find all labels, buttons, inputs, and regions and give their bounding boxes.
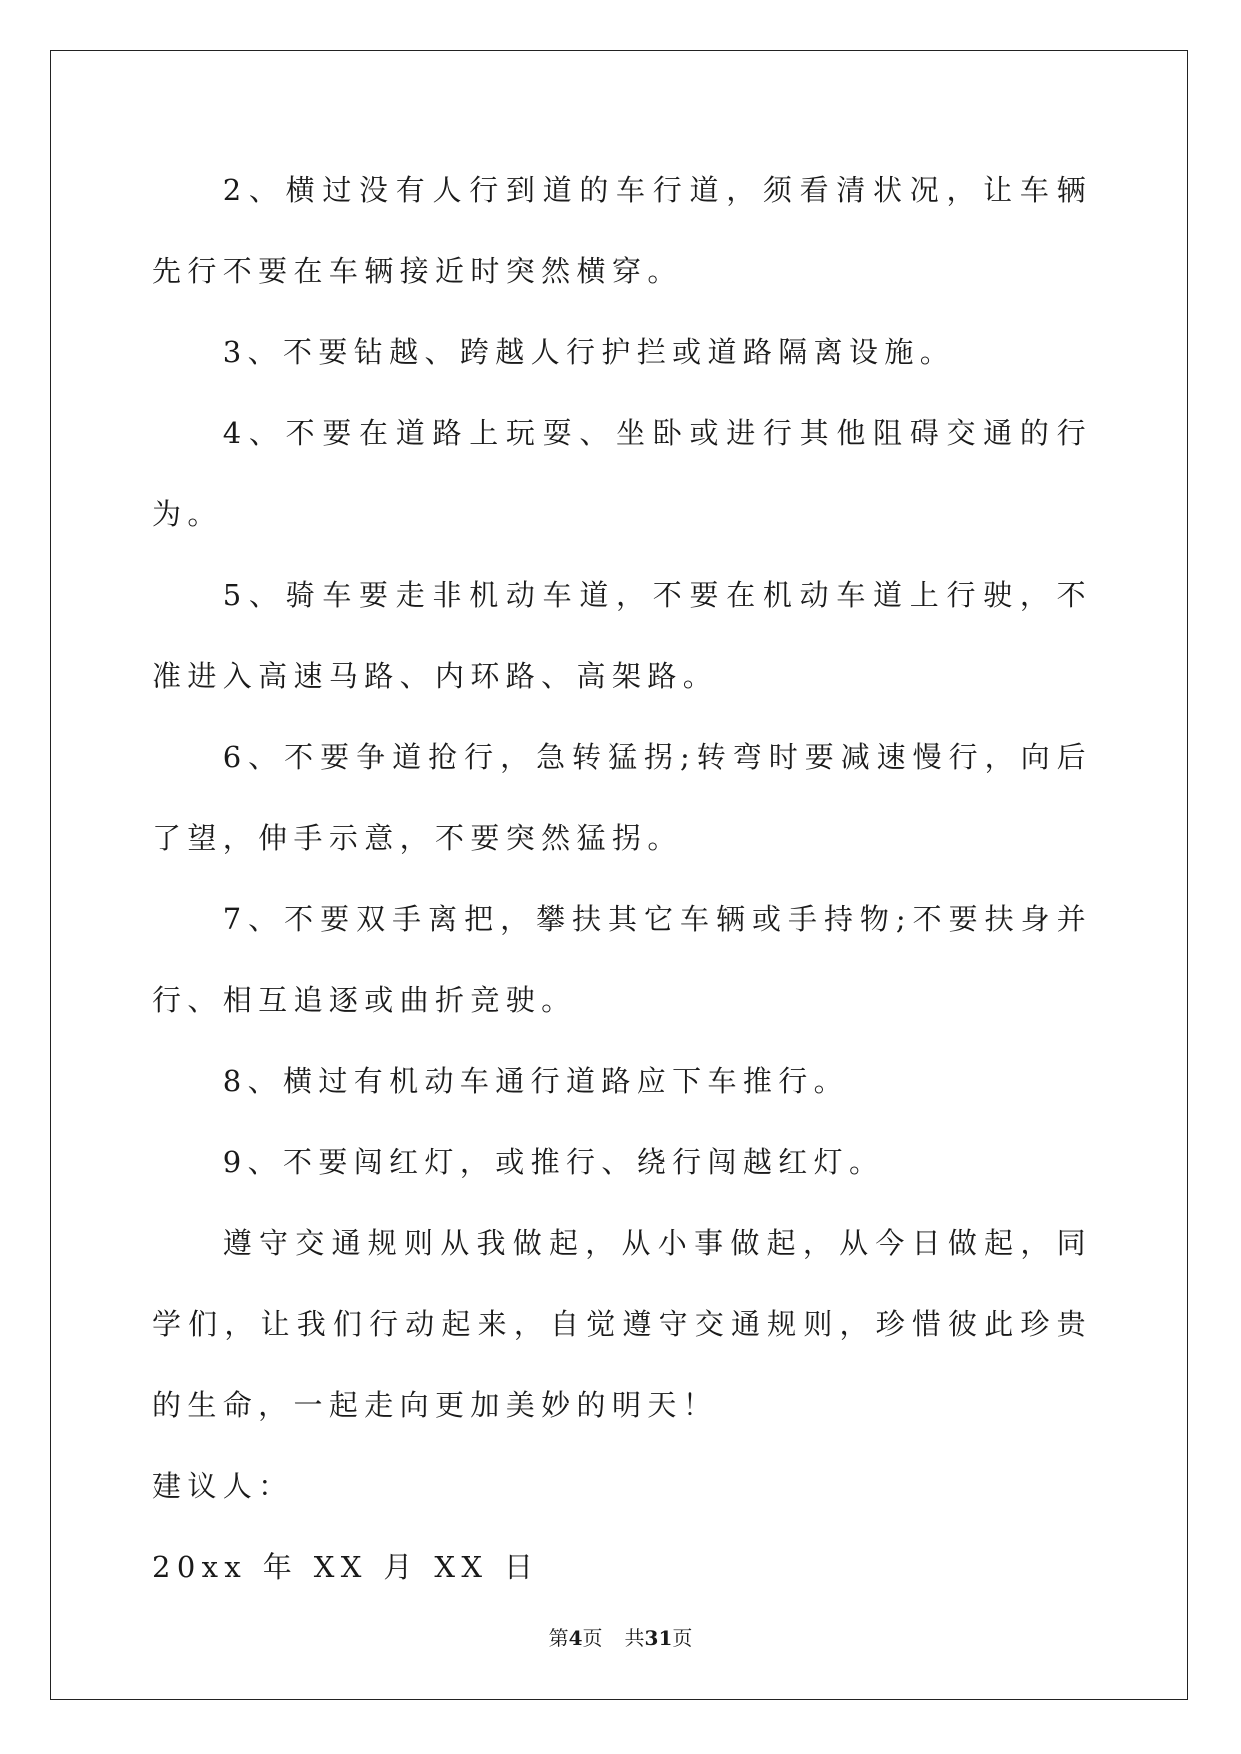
page-footer <box>0 1622 1241 1651</box>
signature-label: 建议人： <box>152 1469 294 1503</box>
paragraph-item-5: 5、骑车要走非机动车道，不要在机动车道上行驶，不准进入高速马路、内环路、高架路。 <box>152 578 1092 693</box>
paragraph-item-7: 7、不要双手离把，攀扶其它车辆或手持物;不要扶身并行、相互追逐或曲折竞驶。 <box>152 902 1092 1017</box>
paragraph-item-8: 8、横过有机动车通行道路应下车推行。 <box>222 1064 850 1098</box>
page-suffix: 页 <box>582 1626 603 1650</box>
paragraph-item-6: 6、不要争道抢行，急转猛拐;转弯时要减速慢行，向后了望，伸手示意，不要突然猛拐。 <box>152 740 1092 855</box>
page-number: 4 <box>568 1626 583 1650</box>
page-prefix: 第 <box>548 1626 569 1650</box>
total-suffix: 页 <box>672 1626 693 1650</box>
paragraph-item-3: 3、不要钻越、跨越人行护拦或道路隔离设施。 <box>222 335 956 369</box>
total-pages: 31 <box>644 1626 673 1650</box>
closing-paragraph: 遵守交通规则从我做起，从小事做起，从今日做起，同学们，让我们行动起来，自觉遵守交通规则，珍惜彼此珍贵的生命，一起走向更加美妙的明天！ <box>152 1226 1092 1422</box>
paragraph-item-9: 9、不要闯红灯，或推行、绕行闯越红灯。 <box>222 1145 885 1179</box>
document-body <box>152 150 1092 1608</box>
paragraph-item-2: 2、横过没有人行到道的车行道，须看清状况，让车辆先行不要在车辆接近时突然横穿。 <box>152 173 1092 288</box>
date-line: 20xx 年 XX 月 XX 日 <box>152 1550 540 1584</box>
total-prefix: 共 <box>624 1626 645 1650</box>
paragraph-item-4: 4、不要在道路上玩耍、坐卧或进行其他阻碍交通的行为。 <box>152 416 1092 531</box>
